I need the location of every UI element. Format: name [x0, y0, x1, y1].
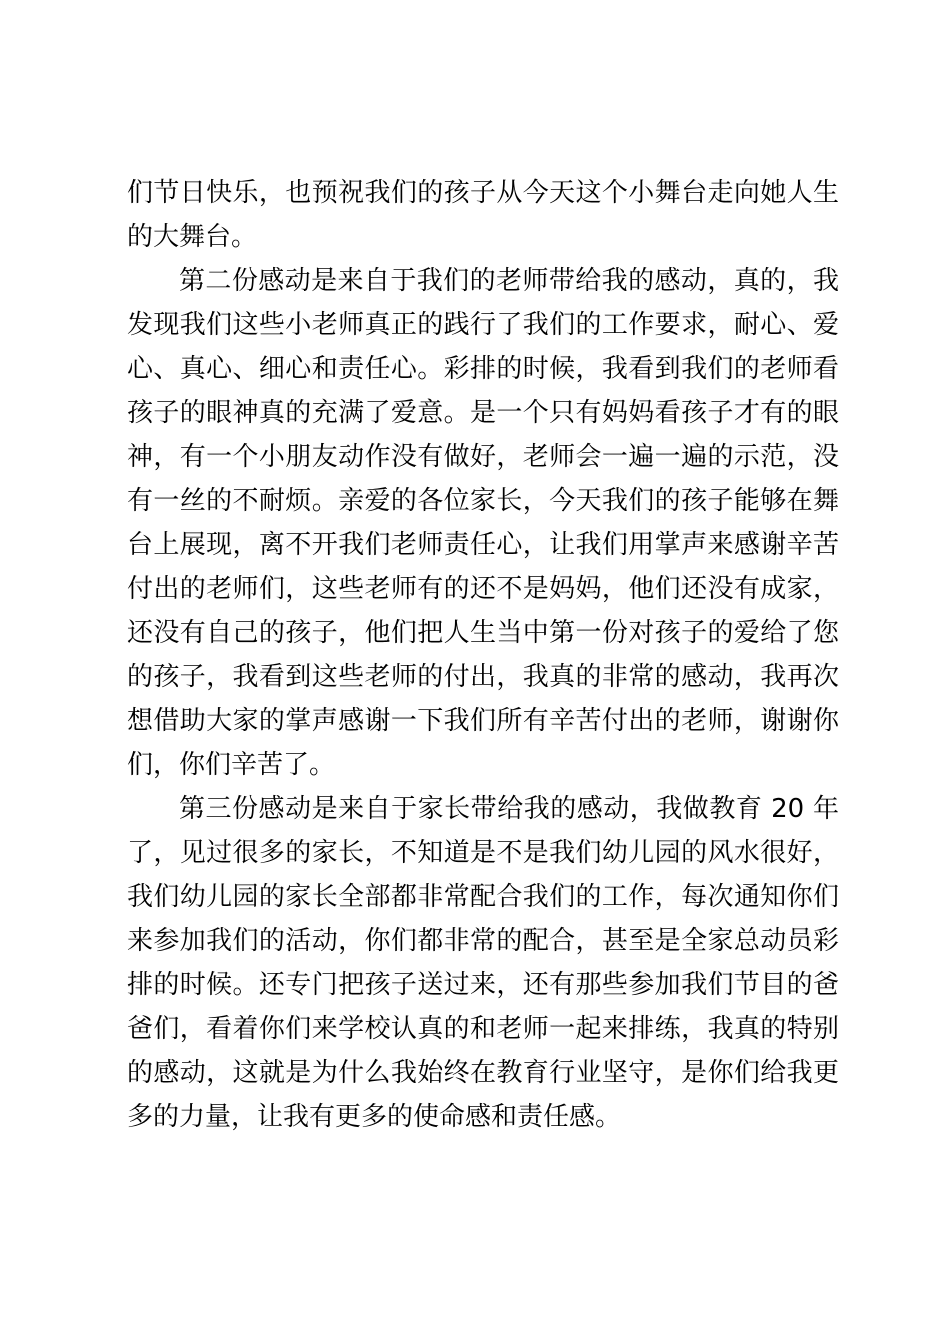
- text-line: 多的力量，让我有更多的使命感和责任感。: [127, 1102, 622, 1132]
- paragraph-2: [127, 259, 839, 787]
- document-body: [127, 171, 839, 1139]
- text-line: 孩子的眼神真的充满了爱意。是一个只有妈妈看孩子才有的眼: [127, 398, 839, 428]
- text-line: 发现我们这些小老师真正的践行了我们的工作要求，耐心、爱: [127, 310, 839, 340]
- text-line: 付出的老师们，这些老师有的还不是妈妈，他们还没有成家，: [127, 574, 839, 604]
- text-line: 排的时候。还专门把孩子送过来，还有那些参加我们节目的爸: [127, 970, 839, 1000]
- text-line: 的感动，这就是为什么我始终在教育行业坚守，是你们给我更: [127, 1058, 839, 1088]
- text-line: 心、真心、细心和责任心。彩排的时候，我看到我们的老师看: [127, 354, 839, 384]
- text-line: 第三份感动是来自于家长带给我的感动，我做教育 20 年: [179, 794, 839, 824]
- text-line: 有一丝的不耐烦。亲爱的各位家长，今天我们的孩子能够在舞: [127, 486, 839, 516]
- text-line: 神，有一个小朋友动作没有做好，老师会一遍一遍的示范，没: [127, 442, 839, 472]
- text-line: 我们幼儿园的家长全部都非常配合我们的工作，每次通知你们: [127, 882, 839, 912]
- text-line: 想借助大家的掌声感谢一下我们所有辛苦付出的老师，谢谢你: [127, 706, 839, 736]
- text-line: 台上展现，离不开我们老师责任心，让我们用掌声来感谢辛苦: [127, 530, 839, 560]
- text-line: 了，见过很多的家长，不知道是不是我们幼儿园的风水很好，: [127, 838, 839, 868]
- text-line: 爸们，看着你们来学校认真的和老师一起来排练，我真的特别: [127, 1014, 839, 1044]
- text-line: 们节日快乐，也预祝我们的孩子从今天这个小舞台走向她人生: [127, 178, 839, 208]
- text-line: 的大舞台。: [127, 222, 258, 252]
- text-line: 还没有自己的孩子，他们把人生当中第一份对孩子的爱给了您: [127, 618, 839, 648]
- text-line: 的孩子，我看到这些老师的付出，我真的非常的感动，我再次: [127, 662, 839, 692]
- paragraph-3: [127, 787, 839, 1139]
- text-line: 们，你们辛苦了。: [127, 750, 336, 780]
- text-line: 第二份感动是来自于我们的老师带给我的感动，真的，我: [179, 266, 839, 296]
- paragraph-1: [127, 171, 839, 259]
- text-line: 来参加我们的活动，你们都非常的配合，甚至是全家总动员彩: [127, 926, 839, 956]
